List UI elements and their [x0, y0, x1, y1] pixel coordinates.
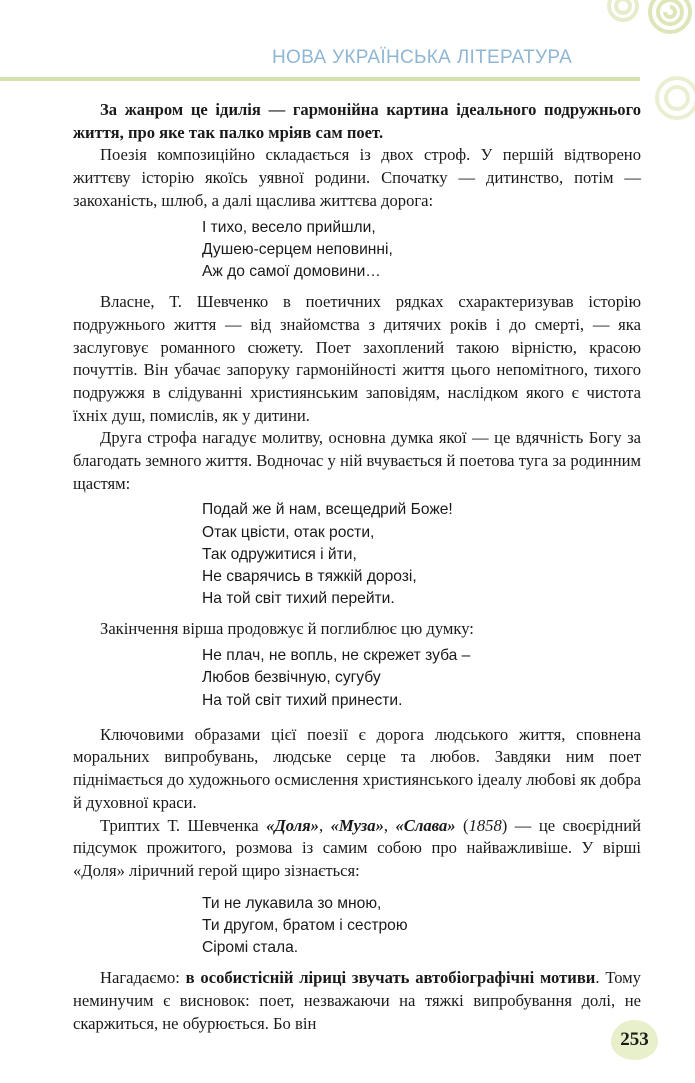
poem-quote-3 [202, 645, 641, 712]
work-title: «Доля» [266, 815, 319, 835]
poem-line: Аж до самої домовини… [202, 262, 381, 280]
paragraph-ending: Закінчення вірша продовжує й поглиблює цю думку: [100, 619, 474, 639]
poem-line: Душею-серцем неповинні, [202, 240, 393, 258]
page-body [73, 99, 641, 1035]
poem-line: На той світ тихий принести. [202, 691, 403, 709]
poem-quote-4 [202, 893, 641, 960]
paragraph-genre: За жанром це ідилія — гармонійна картина ідеального подружнього життя, про яке так палко мріяв сам поет. [73, 100, 641, 142]
poem-line: Не сварячись в тяжкій дорозі, [202, 568, 417, 586]
paragraph-analysis: Власне, Т. Шевченко в поетичних рядках схарактеризував історію подружнього життя — від знайомства з дитячих років і до смерті, — яка заслуговує романного сюжету. Поет захоплений такою вірністю, красою почуттів. Він убачає запоруку гармонійності життя цього непомітного, тихого подружжя в слідуванні християнським заповідям, наслідком якого є чистота їхніх душ, помислів, як у дитини. [73, 292, 641, 425]
header-rule [0, 77, 640, 81]
paragraph-triptych: Триптих Т. Шевченка «Доля», «Муза», «Слава» (1858) — це своєрідний підсумок прожитого, розмова із самим собою про найважливіше. У вірші «Доля» ліричний герой щиро зізнається: [73, 815, 642, 880]
poem-line: Отак цвісти, отак рости, [202, 523, 375, 541]
poem-line: Сіромі стала. [202, 939, 299, 957]
poem-line: Так одружитися і йти, [202, 545, 357, 563]
poem-line: І тихо, весело прийшли, [202, 218, 376, 236]
paragraph-key-images: Ключовими образами цієї поезії є дорога людського життя, сповнена моральних випробувань, людське серце та любов. Завдяки ним поет піднімається до художнього осмислення християнського ідеалу любові як добра й духовної краси. [73, 724, 641, 812]
year: 1858 [468, 815, 502, 835]
page-number: 253 [611, 1020, 658, 1060]
paragraph-conclusion: Нагадаємо: в особистісній ліриці звучать автобіографічні мотиви. Тому неминучим є висновок: поет, незважаючи на тяжкі випробування долі, не скаржиться, не обурюється. Бо він [73, 968, 641, 1033]
poem-line: Любов безвічную, сугубу [202, 669, 381, 687]
paragraph-composition: Поезія композиційно складається із двох строф. У першій відтворено життєву історію якоїсь уявної родини. Спочатку — дитинство, потім — закоханість, шлюб, а далі щаслива життєва дорога: [73, 145, 641, 210]
poem-quote-2 [202, 499, 641, 610]
poem-quote-1 [202, 217, 641, 284]
poem-line: Подай же й нам, всещедрий Боже! [202, 501, 453, 519]
work-title: «Муза» [330, 815, 384, 835]
poem-line: Ти не лукавила зо мною, [202, 894, 382, 912]
work-title: «Слава» [395, 815, 456, 835]
poem-line: Не плач, не вопль, не скрежет зуба – [202, 647, 471, 665]
poem-line: Ти другом, братом і сестрою [202, 916, 408, 934]
poem-line: На той світ тихий перейти. [202, 590, 395, 608]
paragraph-second-stanza: Друга строфа нагадує молитву, основна думка якої — це вдячність Богу за благодать земного життя. Водночас у ній вчувається й поетова туга за родинним щастям: [73, 428, 641, 493]
running-header: НОВА УКРАЇНСЬКА ЛІТЕРАТУРА [272, 47, 573, 68]
